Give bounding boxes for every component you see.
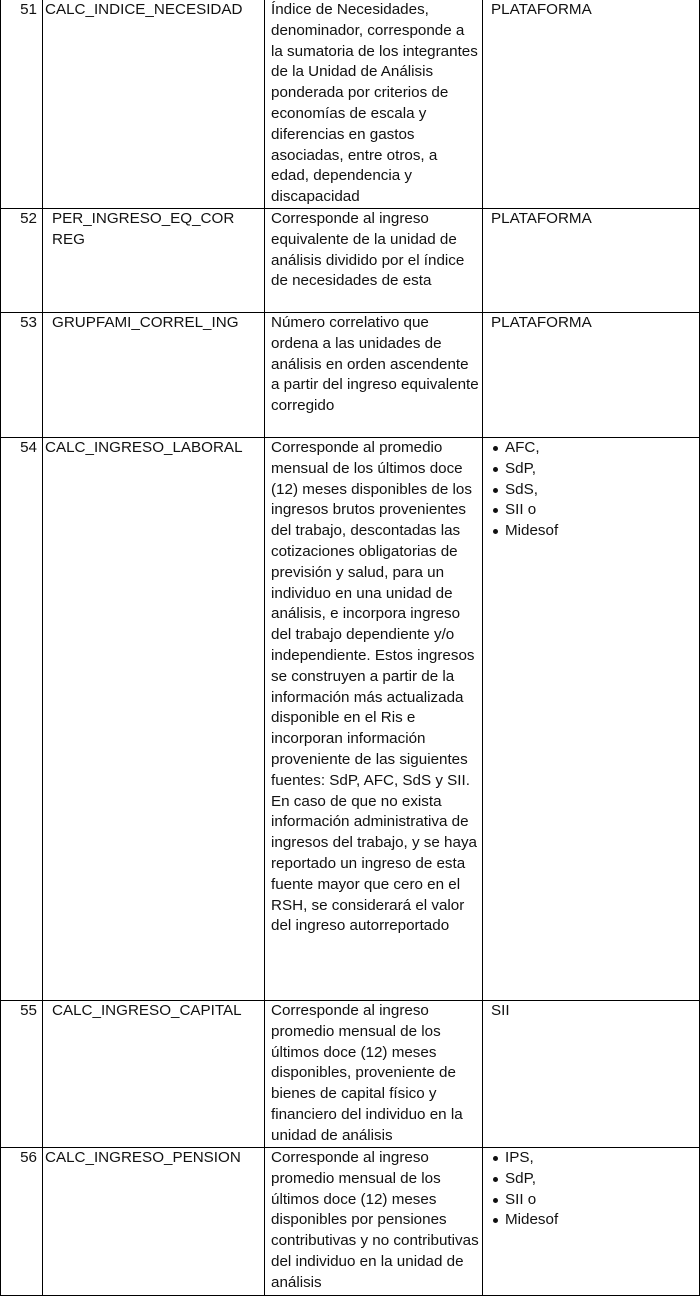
- variable-source: PLATAFORMA: [483, 209, 700, 313]
- table-row: [1, 313, 700, 438]
- table-row: [1, 1148, 700, 1296]
- variable-description: Corresponde al promedio mensual de los últimos doce (12) meses disponibles de los ingresos brutos provenientes del trabajo, descontadas las cotizaciones obligatorias de previsión y salud, para un individuo en una unidad de análisis, e incorpora ingreso del trabajo dependiente y/o independiente. Estos ingresos se construyen a partir de la información más actualizada disponible en el Ris e incorporan información proveniente de las siguientes fuentes: SdP, AFC, SdS y SII. En caso de que no exista información administrativa de ingresos del trabajo, y se haya reportado un ingreso de esta fuente mayor que cero en el RSH, se considerará el valor del ingreso autorreportado: [265, 438, 483, 1001]
- source-list-item: SdP,: [491, 459, 695, 480]
- variable-name: GRUPFAMI_CORREL_ING: [43, 313, 265, 438]
- row-number: 53: [1, 313, 43, 438]
- table-row: [1, 1001, 700, 1148]
- row-number: 56: [1, 1148, 43, 1296]
- variable-name-line: REG: [52, 230, 85, 248]
- source-list-item: SII o: [491, 1190, 695, 1211]
- table-row: [1, 438, 700, 1001]
- source-list-item: Midesof: [491, 1210, 695, 1231]
- variable-name: [43, 209, 265, 313]
- variable-name: CALC_INDICE_NECESIDAD: [43, 0, 265, 209]
- variable-description: Corresponde al ingreso promedio mensual de los últimos doce (12) meses disponibles por pensiones contributivas y no contributivas del individuo en la unidad de análisis: [265, 1148, 483, 1296]
- variable-name: CALC_INGRESO_CAPITAL: [43, 1001, 265, 1148]
- variable-description: Corresponde al ingreso equivalente de la unidad de análisis dividido por el índice de necesidades de esta: [265, 209, 483, 313]
- table-row: [1, 209, 700, 313]
- variable-source: SII: [483, 1001, 700, 1148]
- variable-name-line: PER_INGRESO_EQ_COR: [52, 210, 235, 227]
- variable-description: Número correlativo que ordena a las unidades de análisis en orden ascendente a partir del ingreso equivalente corregido: [265, 313, 483, 438]
- variable-source: PLATAFORMA: [483, 313, 700, 438]
- source-list-item: Midesof: [491, 521, 695, 542]
- variable-description: Corresponde al ingreso promedio mensual de los últimos doce (12) meses disponibles, proveniente de bienes de capital físico y financiero del individuo en la unidad de análisis: [265, 1001, 483, 1148]
- variable-description: Índice de Necesidades, denominador, corresponde a la sumatoria de los integrantes de la Unidad de Análisis ponderada por criterios de economías de escala y diferencias en gastos asociadas, entre otros, a edad, dependencia y discapacidad: [265, 0, 483, 209]
- source-list-item: SdS,: [491, 480, 695, 501]
- source-list-item: AFC,: [491, 438, 695, 459]
- source-list: [491, 1148, 695, 1231]
- source-list: [491, 438, 695, 542]
- variable-source: [483, 1148, 700, 1296]
- source-list-item: IPS,: [491, 1148, 695, 1169]
- variable-name: CALC_INGRESO_LABORAL: [43, 438, 265, 1001]
- source-list-item: SdP,: [491, 1169, 695, 1190]
- table-row: [1, 0, 700, 209]
- variable-source: PLATAFORMA: [483, 0, 700, 209]
- row-number: 51: [1, 0, 43, 209]
- variable-source: [483, 438, 700, 1001]
- source-list-item: SII o: [491, 500, 695, 521]
- row-number: 55: [1, 1001, 43, 1148]
- variable-name: CALC_INGRESO_PENSION: [43, 1148, 265, 1296]
- row-number: 54: [1, 438, 43, 1001]
- row-number: 52: [1, 209, 43, 313]
